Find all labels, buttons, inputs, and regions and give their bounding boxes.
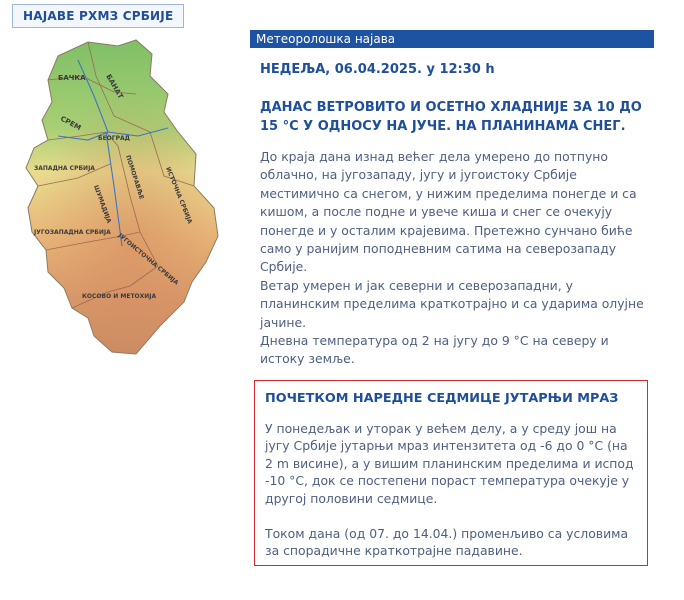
announcements-tab[interactable]: НАЈАВЕ РХМЗ СРБИЈЕ: [12, 4, 184, 28]
forecast-paragraph-clouds: До краја дана изнад већег дела умерено до потпуно облачно, на југозападу, југу и југоистоку Србије местимично са снегом, у нижим пределима понегде и са кишом, а после подне и увече киша и снег се очекују понегде и у осталим крајевима. Претежно сунчано биће само у ранијим поподневним сатима на северозападу Србије.: [260, 149, 637, 275]
region-label-kosovo: КОСОВО И МЕТОХИЈА: [82, 293, 157, 300]
region-label-jugozapadna-srbija: ЈУГОЗАПАДНА СРБИЈА: [34, 229, 111, 236]
region-label-sumadija: ШУМАДИЈА: [92, 184, 113, 225]
region-label-banat: БАНАТ: [104, 73, 125, 101]
forecast-column: [250, 30, 654, 369]
warning-title: ПОЧЕТКОМ НАРЕДНЕ СЕДМИЦЕ ЈУТАРЊИ МРАЗ: [265, 391, 619, 406]
region-label-backa: БАЧКА: [58, 74, 86, 82]
frost-warning-box: [254, 380, 648, 566]
forecast-paragraph-temperature: Дневна температура од 2 на југу до 9 °C на северу и истоку земље.: [260, 333, 609, 367]
region-label-beograd: БЕОГРАД: [98, 135, 130, 142]
forecast-paragraph-wind: Ветар умерен и јак северни и северозападни, у планинским пределима краткотрајно и са ударима олујне јачине.: [260, 277, 644, 330]
serbia-relief-map[interactable]: [18, 36, 238, 366]
region-label-pomoravlje: ПОМОРАВЉЕ: [124, 154, 145, 201]
region-label-istocna-srbija: ИСТОЧНА СРБИЈА: [164, 166, 194, 225]
warning-paragraph-outlook: Током дана (од 07. до 14.04.) променљиво са условима за спорадичне краткотрајне падавине.: [265, 526, 629, 559]
forecast-headline: ДАНАС ВЕТРОВИТО И ОСЕТНО ХЛАДНИЈЕ ЗА 10 ДО 15 °C У ОДНОСУ НА ЈУЧЕ. НА ПЛАНИНАМА СНЕГ.: [260, 100, 642, 134]
region-label-zapadna-srbija: ЗАПАДНА СРБИЈА: [34, 165, 95, 172]
serbia-map-svg: [18, 36, 238, 366]
forecast-date: НЕДЕЉА, 06.04.2025. у 12:30 h: [260, 62, 495, 77]
region-label-srem: СРЕМ: [59, 114, 83, 133]
region-label-jugoistocna-srbija: ЈУГОИСТОЧНА СРБИЈА: [116, 232, 180, 287]
forecast-body: [260, 148, 652, 369]
warning-paragraph-frost: У понедељак и уторак у већем делу, а у среду још на југу Србије јутарњи мраз интензитета од -6 до 0 °C (на 2 m висине), а у вишим планинским пределима и испод -10 °C, док се постепени пораст температура очекује у другој половини седмице.: [265, 421, 634, 506]
section-header: Метеоролошка најава: [250, 30, 654, 48]
